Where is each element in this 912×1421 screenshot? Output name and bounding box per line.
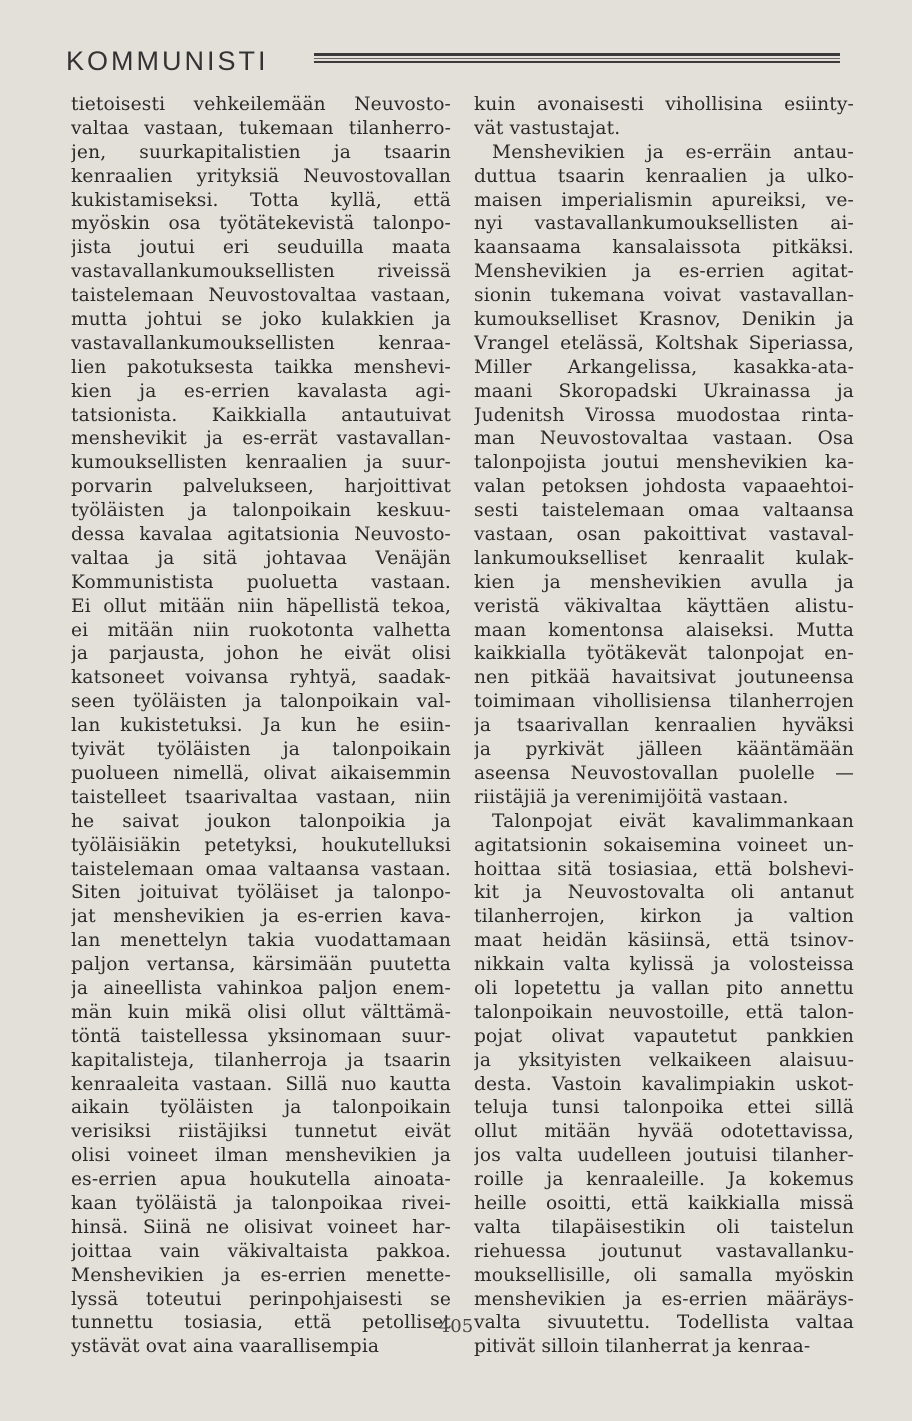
- text-line: vastaan, osan pakoittivat vastaval-: [474, 524, 854, 546]
- text-line: valtaa ja sitä johtavaa Venäjän: [71, 547, 451, 569]
- text-line: sesti taistelemaan omaa valtaansa: [474, 500, 854, 522]
- text-line: kumouksellisten kenraalien ja suur-: [71, 452, 451, 474]
- text-line: aikain työläisten ja talonpoikain: [71, 1097, 451, 1119]
- text-line: työläisten ja talonpoikain keskuu-: [71, 500, 451, 522]
- text-line: he saivat joukon talonpoikia ja: [71, 810, 451, 832]
- text-line: Miller Arkangelissa, kasakka-ata-: [474, 356, 854, 378]
- text-line: puolueen nimellä, olivat aikaisemmin: [71, 762, 451, 784]
- text-line: ystävät ovat aina vaarallisempia: [71, 1336, 380, 1358]
- text-line: jos valta uudelleen joutuisi tilanher-: [474, 1145, 854, 1167]
- text-line: lien pakotuksesta taikka menshevi-: [71, 356, 451, 378]
- text-line: talonpoikain neuvostoille, että talon-: [474, 1001, 854, 1023]
- text-line: teluja tunsi talonpoika ettei sillä: [474, 1097, 854, 1119]
- text-line: tatsionista. Kaikkialla antautuivat: [71, 404, 451, 426]
- text-line: kaikkialla työtäkevät talonpojat en-: [474, 643, 854, 665]
- text-line: hoittaa sitä tosiasiaa, että bolshevi-: [474, 858, 854, 880]
- text-line: taistelemaan Neuvostovaltaa vastaan,: [71, 285, 451, 307]
- text-line: ja tsaarivallan kenraalien hyväksi: [474, 715, 854, 737]
- text-line: kapitalisteja, tilanherroja ja tsaarin: [71, 1049, 451, 1071]
- text-line: ja pyrkivät jälleen kääntämään: [474, 739, 854, 761]
- text-line: nikkain valta kylissä ja volosteissa: [474, 954, 854, 976]
- text-line: kien ja menshevikien avulla ja: [474, 571, 854, 593]
- text-line: vät vastustajat.: [474, 117, 621, 139]
- text-line: kenraalien yrityksiä Neuvostovallan: [71, 165, 451, 187]
- text-line: valan petoksen johdosta vapaaehtoi-: [474, 476, 854, 498]
- text-line: lankumoukselliset kenraalit kulak-: [474, 547, 854, 569]
- text-line: taistelemaan omaa valtaansa vastaan.: [71, 858, 451, 880]
- text-line: tietoisesti vehkeilemään Neuvosto-: [71, 94, 451, 115]
- text-line: verisiksi riistäjiksi tunnetut eivät: [71, 1121, 451, 1143]
- text-line: katsoneet voivansa ryhtyä, saadak-: [71, 667, 451, 689]
- text-line: valtaa vastaan, tukemaan tilanherro-: [71, 117, 451, 139]
- text-line: myöskin osa työtätekevistä talonpo-: [71, 213, 451, 235]
- text-line: toimimaan vihollisiensa tilanherrojen: [474, 691, 854, 713]
- text-line: maat heidän käsiinsä, että tsinov-: [474, 930, 854, 952]
- header-rule: [314, 53, 840, 63]
- left-column: [71, 93, 451, 1359]
- text-line: menshevikit ja es-errät vastavallan-: [71, 428, 451, 450]
- text-line: man Neuvostovaltaa vastaan. Osa: [474, 428, 854, 450]
- text-line: vastavallankumouksellisten riveissä: [71, 261, 451, 283]
- text-line: roille ja kenraaleille. Ja kokemus: [474, 1169, 854, 1191]
- text-line: ei mitään niin ruokotonta valhetta: [71, 619, 451, 641]
- text-line: talonpojista joutui menshevikien ka-: [474, 452, 854, 474]
- text-line: es-errien apua houkutella ainoata-: [71, 1169, 451, 1191]
- text-line: tunnettu tosiasia, että petolliset: [71, 1312, 451, 1334]
- text-line: pojat olivat vapautetut pankkien: [474, 1025, 854, 1047]
- text-line: aseensa Neuvostovallan puolelle —: [474, 762, 854, 784]
- text-line: jen, suurkapitalistien ja tsaarin: [71, 141, 451, 163]
- text-line: Vrangel etelässä, Koltshak Siperiassa,: [474, 332, 854, 354]
- text-line: maani Skoropadski Ukrainassa ja: [474, 380, 854, 402]
- right-column: [474, 93, 854, 1359]
- text-line: kaansaama kansalaissota pitkäksi.: [474, 237, 854, 259]
- text-line: heille osoitti, että kaikkialla missä: [474, 1192, 854, 1214]
- text-line: joittaa vain väkivaltaista pakkoa.: [71, 1240, 451, 1262]
- text-line: dessa kavalaa agitatsionia Neuvosto-: [71, 524, 451, 546]
- text-line: tilanherrojen, kirkon ja valtion: [474, 906, 854, 928]
- text-line: menshevikien ja es-errien määräys-: [474, 1288, 854, 1310]
- text-line: ja parjausta, johon he eivät olisi: [71, 643, 451, 665]
- text-line: nen pitkää havaitsivat joutuneensa: [474, 667, 854, 689]
- text-line: agitatsionin sokaisemina voineet un-: [474, 834, 854, 856]
- text-line: desta. Vastoin kavalimpiakin uskot-: [474, 1073, 854, 1095]
- text-line: lan kukistetuksi. Ja kun he esiin-: [71, 715, 451, 737]
- text-line: riehuessa joutunut vastavallanku-: [474, 1240, 854, 1262]
- text-line: lan menettelyn takia vuodattamaan: [71, 930, 451, 952]
- text-line: seen työläisten ja talonpoikain val-: [71, 691, 451, 713]
- text-line: olisi voineet ilman menshevikien ja: [71, 1145, 451, 1167]
- text-line: veristä väkivaltaa käyttäen alistu-: [474, 595, 854, 617]
- text-line: Judenitsh Virossa muodostaa rinta-: [474, 404, 854, 426]
- text-line: sionin tukemana voivat vastavallan-: [474, 285, 854, 307]
- text-line: jista joutui eri seuduilla maata: [71, 237, 451, 259]
- text-line: kenraaleita vastaan. Sillä nuo kautta: [71, 1073, 451, 1095]
- text-line: Kommunistista puoluetta vastaan.: [71, 571, 451, 593]
- text-line: valta tilapäisestikin oli taistelun: [474, 1216, 854, 1238]
- text-line: ja aineellista vahinkoa paljon enem-: [71, 977, 451, 999]
- text-line: valta sivuutettu. Todellista valtaa: [474, 1312, 854, 1334]
- text-line: nyi vastavallankumouksellisten ai-: [474, 213, 854, 235]
- text-line: kaan työläistä ja talonpoikaa rivei-: [71, 1192, 451, 1214]
- text-line: män kuin mikä olisi ollut välttämä-: [71, 1001, 451, 1023]
- text-line: ja yksityisten velkaikeen alaisuu-: [474, 1049, 854, 1071]
- text-line: kien ja es-errien kavalasta agi-: [71, 380, 451, 402]
- text-line: riistäjiä ja verenimijöitä vastaan.: [474, 786, 789, 808]
- text-line: työläisiäkin petetyksi, houkutelluksi: [71, 834, 451, 856]
- text-line: Menshevikien ja es-erräin antau-: [492, 141, 854, 163]
- text-line: paljon vertansa, kärsimään puutetta: [71, 954, 451, 976]
- text-line: mutta johtui se joko kulakkien ja: [71, 309, 451, 331]
- text-line: Ei ollut mitään niin häpellistä tekoa,: [71, 595, 451, 617]
- text-line: mouksellisille, oli samalla myöskin: [474, 1264, 854, 1286]
- text-line: töntä taistellessa yksinomaan suur-: [71, 1025, 451, 1047]
- text-line: kukistamiseksi. Totta kyllä, että: [71, 189, 451, 211]
- journal-title: KOMMUNISTI: [66, 46, 269, 76]
- text-line: maan komentonsa alaiseksi. Mutta: [474, 619, 854, 641]
- text-line: hinsä. Siinä ne olisivat voineet har-: [71, 1216, 451, 1238]
- text-line: oli lopetettu ja vallan pito annettu: [474, 977, 854, 999]
- text-line: kumoukselliset Krasnov, Denikin ja: [474, 309, 854, 331]
- text-line: duttua tsaarin kenraalien ja ulko-: [474, 165, 854, 187]
- text-line: tyivät työläisten ja talonpoikain: [71, 739, 451, 761]
- text-line: Talonpojat eivät kavalimmankaan: [492, 810, 854, 832]
- text-line: pitivät silloin tilanherrat ja kenraa-: [474, 1336, 811, 1358]
- text-line: kit ja Neuvostovalta oli antanut: [474, 882, 854, 904]
- text-line: Menshevikien ja es-errien menette-: [71, 1264, 451, 1286]
- page-number: 405: [438, 1316, 474, 1337]
- text-line: maisen imperialismin apureiksi, ve-: [474, 189, 854, 211]
- text-line: taistelleet tsaarivaltaa vastaan, niin: [71, 786, 451, 808]
- text-line: ollut mitään hyvää odotettavissa,: [474, 1121, 854, 1143]
- text-line: lyssä toteutui perinpohjaisesti se: [71, 1288, 451, 1310]
- text-line: vastavallankumouksellisten kenraa-: [71, 332, 451, 354]
- text-line: kuin avonaisesti vihollisina esiinty-: [474, 94, 854, 115]
- text-line: jat menshevikien ja es-errien kava-: [71, 906, 451, 928]
- text-line: porvarin palvelukseen, harjoittivat: [71, 476, 451, 498]
- text-line: Menshevikien ja es-errien agitat-: [474, 261, 854, 283]
- text-line: Siten joituivat työläiset ja talonpo-: [71, 882, 451, 904]
- running-header: [66, 40, 846, 80]
